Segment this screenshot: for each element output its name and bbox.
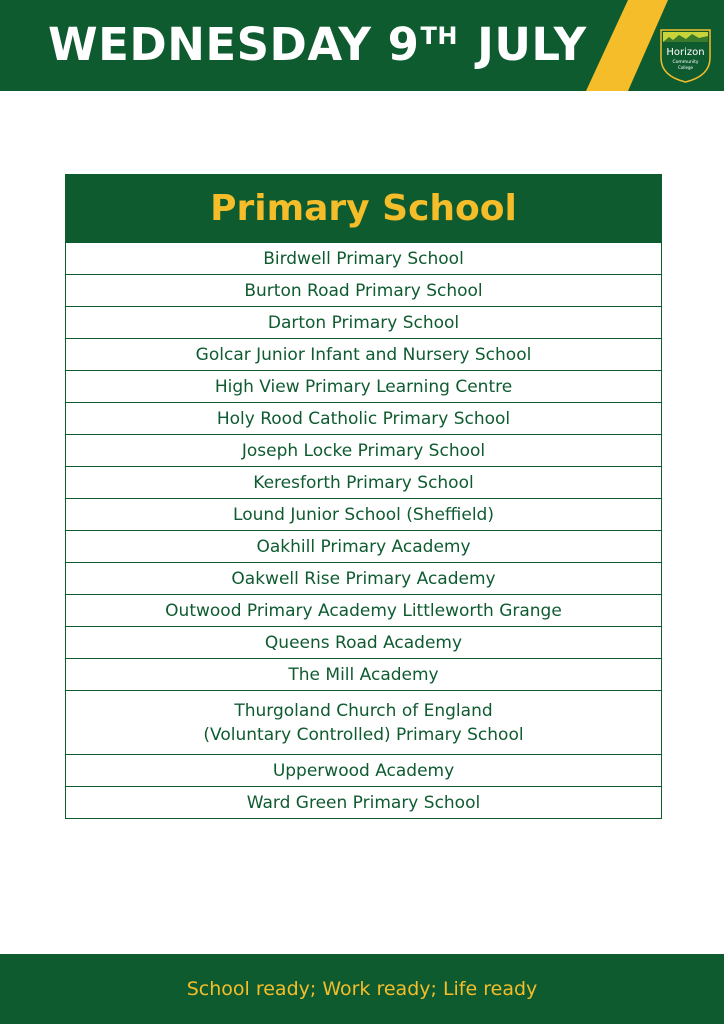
table-row: Burton Road Primary School xyxy=(66,274,661,306)
table-row: Oakhill Primary Academy xyxy=(66,530,661,562)
table-row: Keresforth Primary School xyxy=(66,466,661,498)
header-banner xyxy=(0,0,724,91)
primary-school-table xyxy=(65,174,662,819)
table-row: Golcar Junior Infant and Nursery School xyxy=(66,338,661,370)
table-row xyxy=(66,690,661,754)
table-row: Upperwood Academy xyxy=(66,754,661,786)
horizon-college-logo xyxy=(659,28,712,83)
svg-text:College: College xyxy=(678,65,693,70)
table-heading: Primary School xyxy=(65,174,662,243)
table-row-line: (Voluntary Controlled) Primary School xyxy=(203,724,524,745)
svg-text:Community: Community xyxy=(672,60,699,65)
table-row: Holy Rood Catholic Primary School xyxy=(66,402,661,434)
table-row: Queens Road Academy xyxy=(66,626,661,658)
footer-banner xyxy=(0,954,724,1024)
table-row: The Mill Academy xyxy=(66,658,661,690)
title-day-date: WEDNESDAY 9 xyxy=(48,18,420,71)
table-row: Outwood Primary Academy Littleworth Grange xyxy=(66,594,661,626)
title-month: JULY xyxy=(460,18,587,71)
table-row: Birdwell Primary School xyxy=(263,248,464,269)
table-row: Lound Junior School (Sheffield) xyxy=(66,498,661,530)
table-row: High View Primary Learning Centre xyxy=(66,370,661,402)
table-row-line: Thurgoland Church of England xyxy=(234,700,493,721)
footer-tagline: School ready; Work ready; Life ready xyxy=(186,978,538,1000)
table-row: Darton Primary School xyxy=(66,306,661,338)
table-row: Joseph Locke Primary School xyxy=(66,434,661,466)
title-ordinal: TH xyxy=(420,22,458,50)
table-row: Ward Green Primary School xyxy=(66,786,661,818)
table-row: Oakwell Rise Primary Academy xyxy=(66,562,661,594)
svg-text:Horizon: Horizon xyxy=(666,47,705,58)
school-list xyxy=(65,243,662,819)
page-title xyxy=(48,16,587,81)
